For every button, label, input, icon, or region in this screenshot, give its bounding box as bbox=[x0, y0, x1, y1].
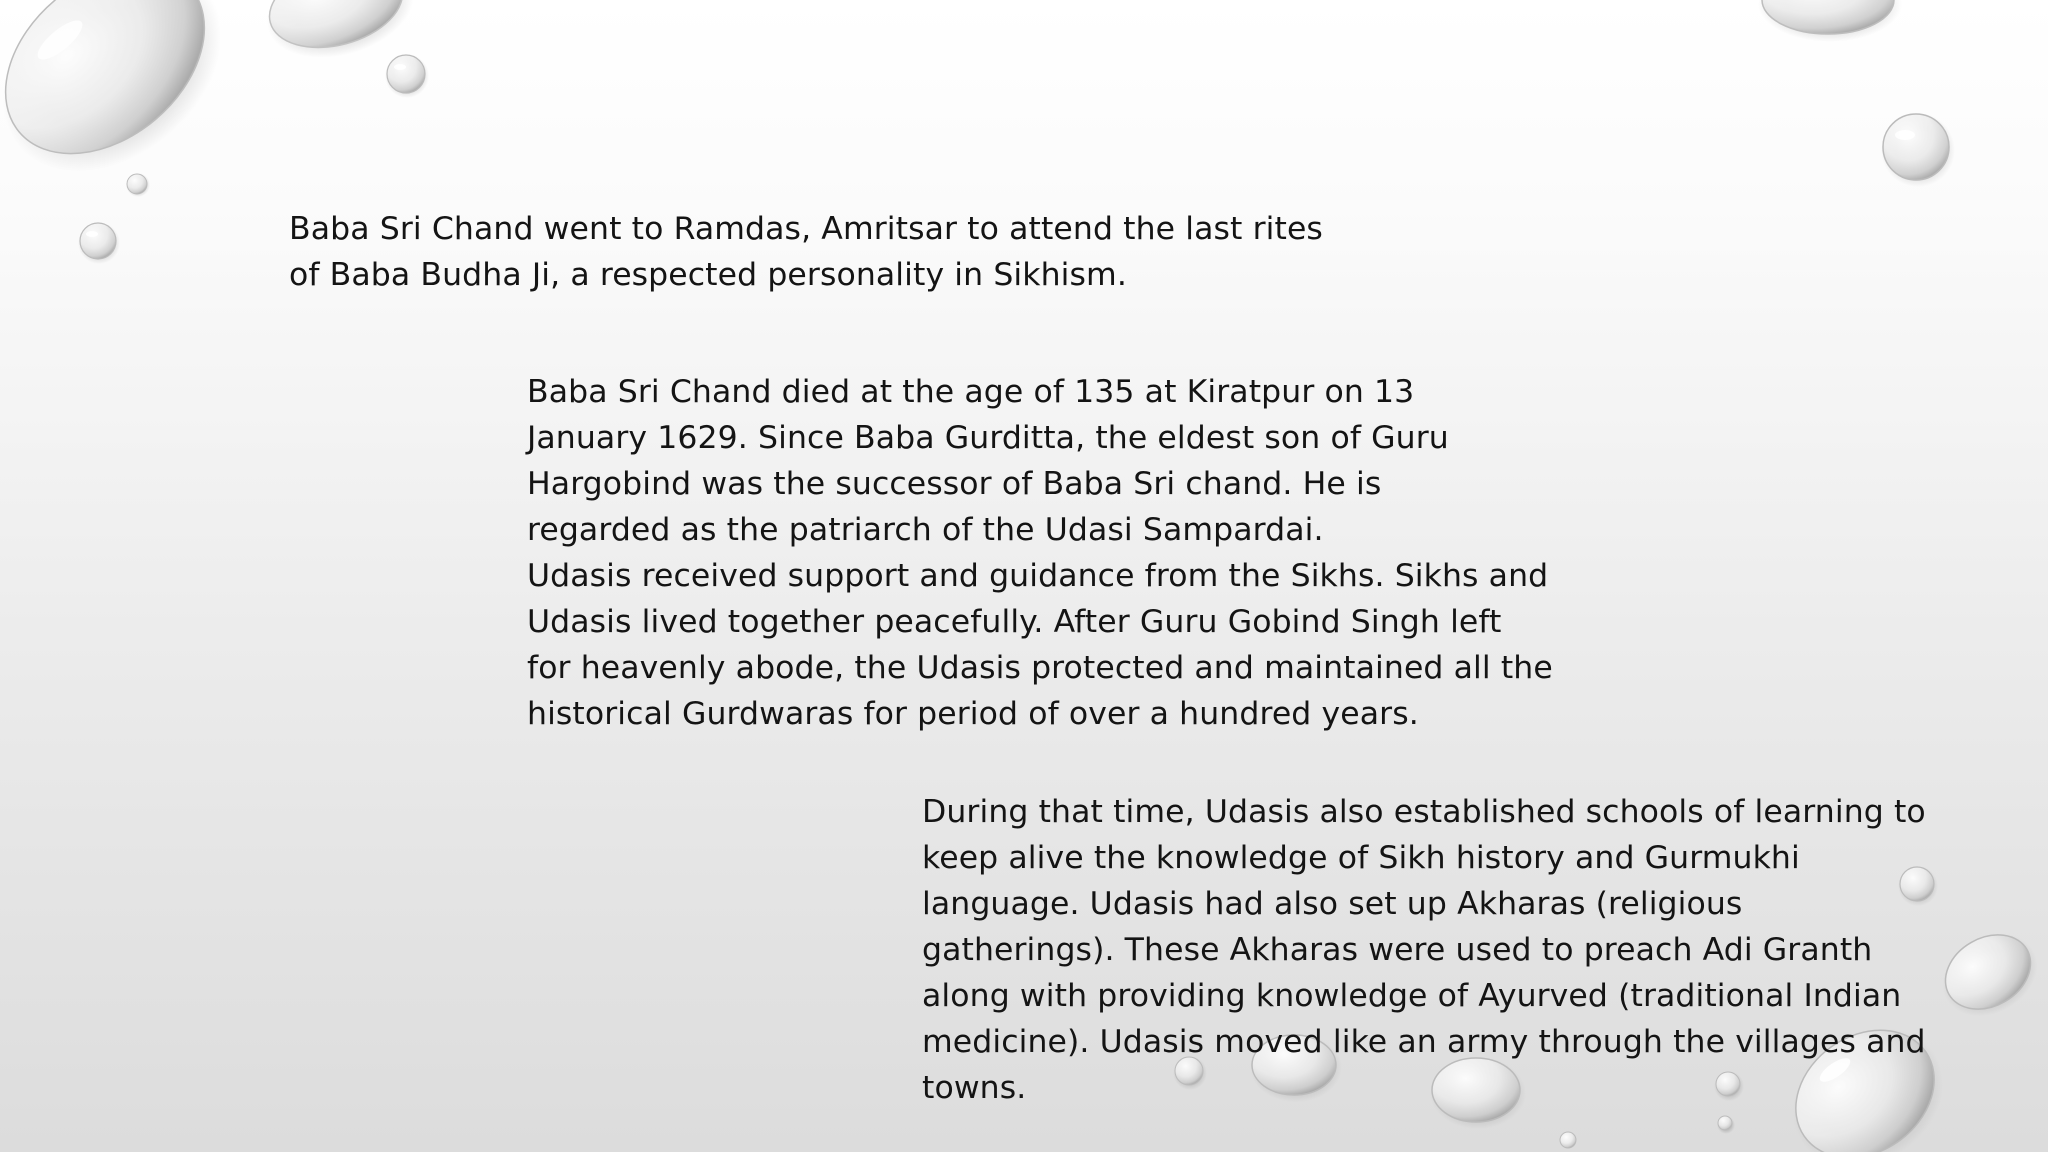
paragraph-baba-sri-chand-amritsar bbox=[289, 206, 1323, 298]
paragraph-line: medicine). Udasis moved like an army through the villages and bbox=[922, 1024, 1926, 1060]
droplet bbox=[385, 54, 429, 98]
droplet bbox=[1560, 1132, 1576, 1148]
paragraph-line: regarded as the patriarch of the Udasi Sampardai. bbox=[527, 512, 1324, 548]
paragraph-line: During that time, Udasis also established schools of learning to bbox=[922, 794, 1926, 830]
paragraph-line: January 1629. Since Baba Gurditta, the eldest son of Guru bbox=[527, 420, 1449, 456]
droplet bbox=[78, 222, 120, 264]
paragraph-line: towns. bbox=[922, 1070, 1027, 1106]
paragraph-line: Udasis lived together peacefully. After Guru Gobind Singh left bbox=[527, 604, 1502, 640]
paragraph-line: language. Udasis had also set up Akharas (religious bbox=[922, 886, 1743, 922]
droplet bbox=[126, 173, 150, 197]
paragraph-line: Hargobind was the successor of Baba Sri chand. He is bbox=[527, 466, 1382, 502]
droplet bbox=[1928, 917, 2048, 1033]
paragraph-line: of Baba Budha Ji, a respected personality in Sikhism. bbox=[289, 257, 1127, 293]
paragraph-schools-and-akharas bbox=[922, 789, 1926, 1111]
paragraph-line: Udasis received support and guidance from the Sikhs. Sikhs and bbox=[527, 558, 1549, 594]
droplet bbox=[1758, 0, 1902, 42]
paragraph-death-and-udasis bbox=[527, 369, 1553, 737]
paragraph-line: Baba Sri Chand died at the age of 135 at Kiratpur on 13 bbox=[527, 374, 1415, 410]
paragraph-line: for heavenly abode, the Udasis protected and maintained all the bbox=[527, 650, 1553, 686]
paragraph-line: along with providing knowledge of Ayurved (traditional Indian bbox=[922, 978, 1902, 1014]
droplet bbox=[1881, 113, 1955, 187]
paragraph-line: historical Gurdwaras for period of over a hundred years. bbox=[527, 696, 1419, 732]
droplet bbox=[1717, 1116, 1735, 1134]
paragraph-line: Baba Sri Chand went to Ramdas, Amritsar to attend the last rites bbox=[289, 211, 1323, 247]
paragraph-line: gatherings). These Akharas were used to preach Adi Granth bbox=[922, 932, 1873, 968]
paragraph-line: keep alive the knowledge of Sikh history and Gurmukhi bbox=[922, 840, 1800, 876]
